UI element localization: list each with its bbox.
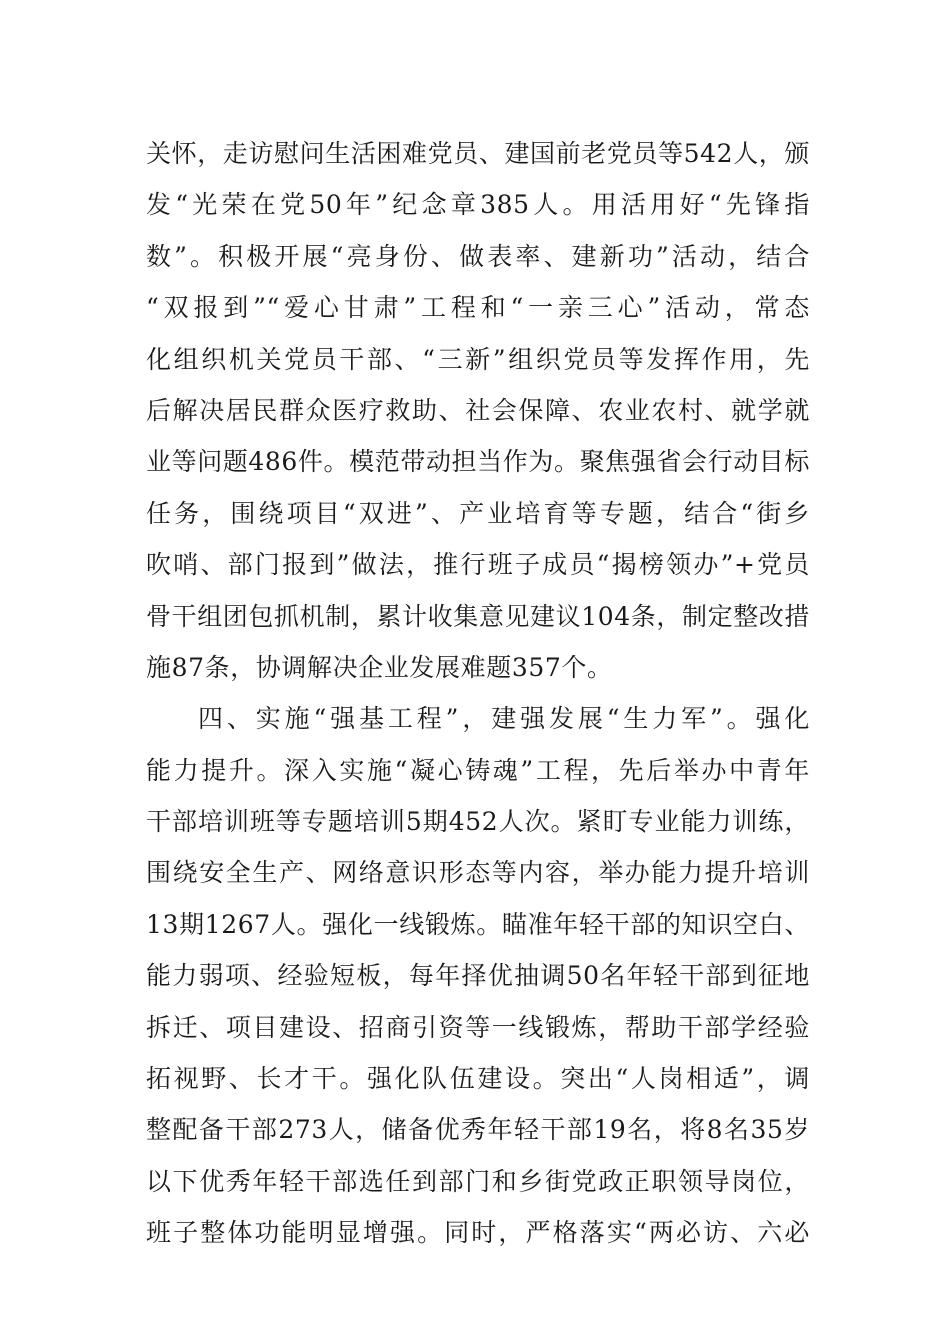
text-line: 拓视野、长才干。强化队伍建设。突出“人岗相适”，调: [146, 1064, 810, 1094]
text-line: 能力提升。深入实施“凝心铸魂”工程，先后举办中青年: [146, 755, 810, 785]
text-line: 拆迁、项目建设、招商引资等一线锻炼，帮助干部学经验: [146, 1012, 810, 1042]
text-line: 班子整体功能明显增强。同时，严格落实“两必访、六必: [146, 1218, 810, 1248]
text-line: 任务，围绕项目“双进”、产业培育等专题，结合“街乡: [146, 498, 810, 528]
body-text: [146, 128, 810, 1259]
text-line: 整配备干部273人，储备优秀年轻干部19名，将8名35岁: [146, 1115, 810, 1145]
text-line: 吹哨、部门报到”做法，推行班子成员“揭榜领办”+党员: [146, 550, 810, 580]
text-line: 数”。积极开展“亮身份、做表率、建新功”活动，结合: [146, 241, 810, 271]
text-line: 施87条，协调解决企业发展难题357个。: [146, 652, 613, 682]
section-heading-line: 四、实施“强基工程”，建强发展“生力军”。强化: [198, 704, 810, 734]
text-line: 业等问题486件。模范带动担当作为。聚焦强省会行动目标: [146, 447, 810, 477]
text-line: 骨干组团包抓机制，累计收集意见建议104条，制定整改措: [146, 601, 810, 631]
text-line: 围绕安全生产、网络意识形态等内容，举办能力提升培训: [146, 858, 810, 888]
text-line: 化组织机关党员干部、“三新”组织党员等发挥作用，先: [146, 344, 810, 374]
text-line: 能力弱项、经验短板，每年择优抽调50名年轻干部到征地: [146, 961, 810, 991]
text-line: 13期1267人。强化一线锻炼。瞄准年轻干部的知识空白、: [146, 909, 810, 939]
text-line: 干部培训班等专题培训5期452人次。紧盯专业能力训练，: [146, 807, 810, 837]
text-line: 发“光荣在党50年”纪念章385人。用活用好“先锋指: [146, 190, 810, 220]
text-line: 后解决居民群众医疗救助、社会保障、农业农村、就学就: [146, 395, 810, 425]
text-line: 关怀，走访慰问生活困难党员、建国前老党员等542人，颁: [146, 139, 810, 168]
text-line: 以下优秀年轻干部选任到部门和乡街党政正职领导岗位，: [146, 1166, 810, 1196]
text-line: “双报到”“爱心甘肃”工程和“一亲三心”活动，常态: [146, 293, 810, 323]
